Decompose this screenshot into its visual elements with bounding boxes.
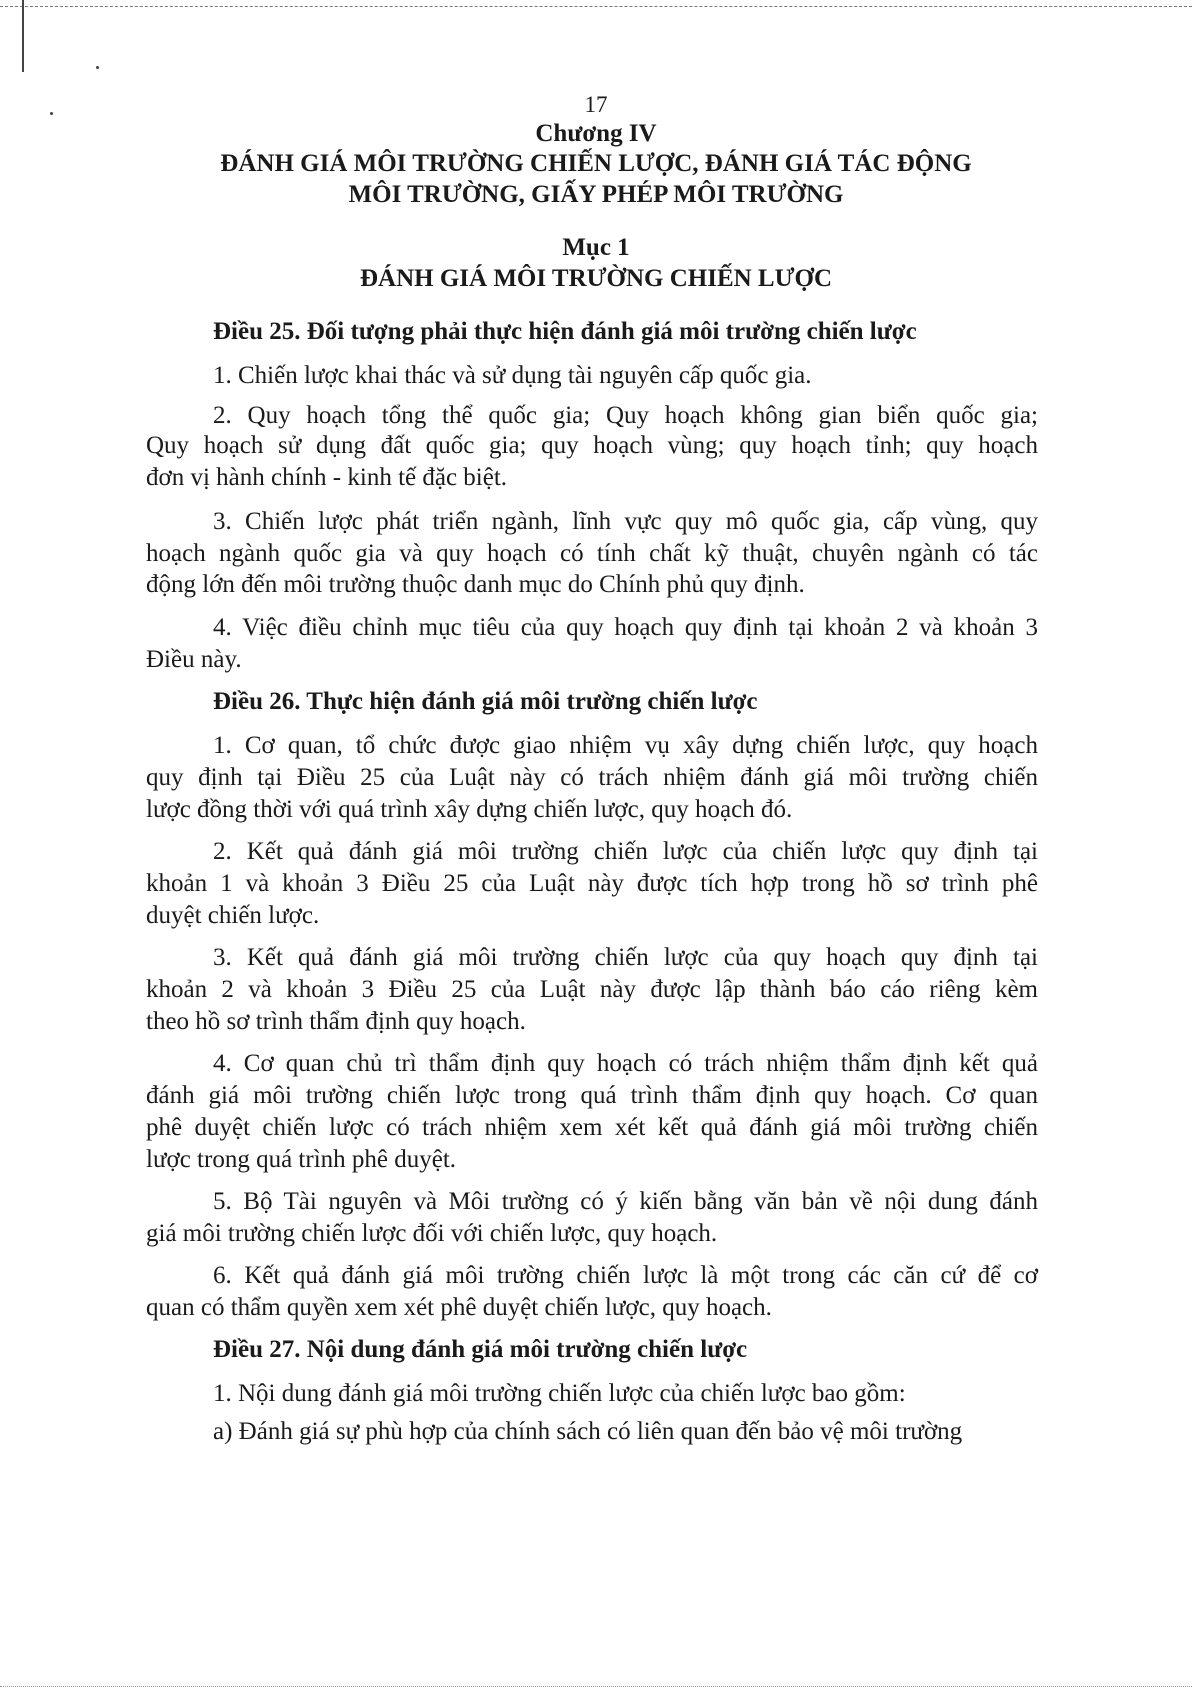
scan-edge-top	[0, 6, 1192, 7]
scan-edge-bottom	[0, 1686, 1192, 1687]
article-26-clause-6-line-2: quan có thẩm quyền xem xét phê duyệt chiến lược, quy hoạch.	[146, 1294, 772, 1321]
article-27-clause-1: 1. Nội dung đánh giá môi trường chiến lược của chiến lược bao gồm:	[213, 1380, 906, 1407]
article-26-clause-1-line-1: 1. Cơ quan, tổ chức được giao nhiệm vụ xây dựng chiến lược, quy hoạch	[213, 732, 1038, 759]
article-25-clause-2-line-3: đơn vị hành chính - kinh tế đặc biệt.	[146, 464, 508, 491]
article-25-clause-4-line-2: Điều này.	[146, 646, 242, 673]
article-26-clause-3-line-2: khoản 2 và khoản 3 Điều 25 của Luật này được lập thành báo cáo riêng kèm	[146, 976, 1038, 1003]
article-25-clause-3-line-1: 3. Chiến lược phát triển ngành, lĩnh vực quy mô quốc gia, cấp vùng, quy	[213, 508, 1038, 535]
article-25-clause-3-line-3: động lớn đến môi trường thuộc danh mục do Chính phủ quy định.	[146, 571, 805, 598]
article-26-clause-6-line-1: 6. Kết quả đánh giá môi trường chiến lược là một trong các căn cứ để cơ	[213, 1262, 1038, 1289]
article-26-clause-2-line-3: duyệt chiến lược.	[146, 902, 320, 929]
section-label: Mục 1	[562, 234, 630, 261]
article-25-clause-3-line-2: hoạch ngành quốc gia và quy hoạch có tính chất kỹ thuật, chuyên ngành có tác	[146, 540, 1038, 567]
article-26-clause-4-line-3: phê duyệt chiến lược có trách nhiệm xem xét kết quả đánh giá môi trường chiến	[146, 1114, 1038, 1141]
article-25-heading: Điều 25. Đối tượng phải thực hiện đánh giá môi trường chiến lược	[213, 318, 917, 345]
article-26-heading: Điều 26. Thực hiện đánh giá môi trường chiến lược	[213, 688, 758, 715]
article-26-clause-3-line-3: theo hồ sơ trình thẩm định quy hoạch.	[146, 1008, 526, 1035]
article-27-point-a: a) Đánh giá sự phù hợp của chính sách có liên quan đến bảo vệ môi trường	[213, 1418, 963, 1445]
chapter-title-line-2: MÔI TRƯỜNG, GIẤY PHÉP MÔI TRƯỜNG	[348, 181, 844, 208]
article-26-clause-4-line-2: đánh giá môi trường chiến lược trong quá trình thẩm định quy hoạch. Cơ quan	[146, 1082, 1038, 1109]
scan-edge-left	[22, 0, 24, 72]
article-26-clause-1-line-2: quy định tại Điều 25 của Luật này có trách nhiệm đánh giá môi trường chiến	[146, 764, 1038, 791]
article-26-clause-2-line-2: khoản 1 và khoản 3 Điều 25 của Luật này được tích hợp trong hồ sơ trình phê	[146, 870, 1038, 897]
section-title: ĐÁNH GIÁ MÔI TRƯỜNG CHIẾN LƯỢC	[359, 265, 832, 292]
chapter-title-line-1: ĐÁNH GIÁ MÔI TRƯỜNG CHIẾN LƯỢC, ĐÁNH GIÁ TÁC ĐỘNG	[220, 150, 972, 177]
article-27-heading: Điều 27. Nội dung đánh giá môi trường chiến lược	[213, 1336, 748, 1363]
article-25-clause-1: 1. Chiến lược khai thác và sử dụng tài nguyên cấp quốc gia.	[213, 362, 812, 389]
article-26-clause-1-line-3: lược đồng thời với quá trình xây dựng chiến lược, quy hoạch đó.	[146, 796, 793, 823]
article-26-clause-4-line-1: 4. Cơ quan chủ trì thẩm định quy hoạch có trách nhiệm thẩm định kết quả	[213, 1050, 1038, 1077]
article-25-clause-4-line-1: 4. Việc điều chỉnh mục tiêu của quy hoạch quy định tại khoản 2 và khoản 3	[213, 614, 1038, 641]
page-number: 17	[584, 92, 608, 117]
scan-speck	[96, 66, 99, 69]
chapter-label: Chương IV	[535, 120, 657, 147]
article-26-clause-3-line-1: 3. Kết quả đánh giá môi trường chiến lược của quy hoạch quy định tại	[213, 944, 1038, 971]
article-26-clause-2-line-1: 2. Kết quả đánh giá môi trường chiến lược của chiến lược quy định tại	[213, 838, 1038, 865]
article-26-clause-5-line-2: giá môi trường chiến lược đối với chiến lược, quy hoạch.	[146, 1220, 718, 1247]
article-25-clause-2-line-1: 2. Quy hoạch tổng thể quốc gia; Quy hoạch không gian biển quốc gia;	[213, 402, 1038, 429]
article-26-clause-5-line-1: 5. Bộ Tài nguyên và Môi trường có ý kiến bằng văn bản về nội dung đánh	[213, 1188, 1038, 1215]
article-26-clause-4-line-4: lược trong quá trình phê duyệt.	[146, 1146, 457, 1173]
article-25-clause-2-line-2: Quy hoạch sử dụng đất quốc gia; quy hoạch vùng; quy hoạch tỉnh; quy hoạch	[146, 432, 1038, 459]
